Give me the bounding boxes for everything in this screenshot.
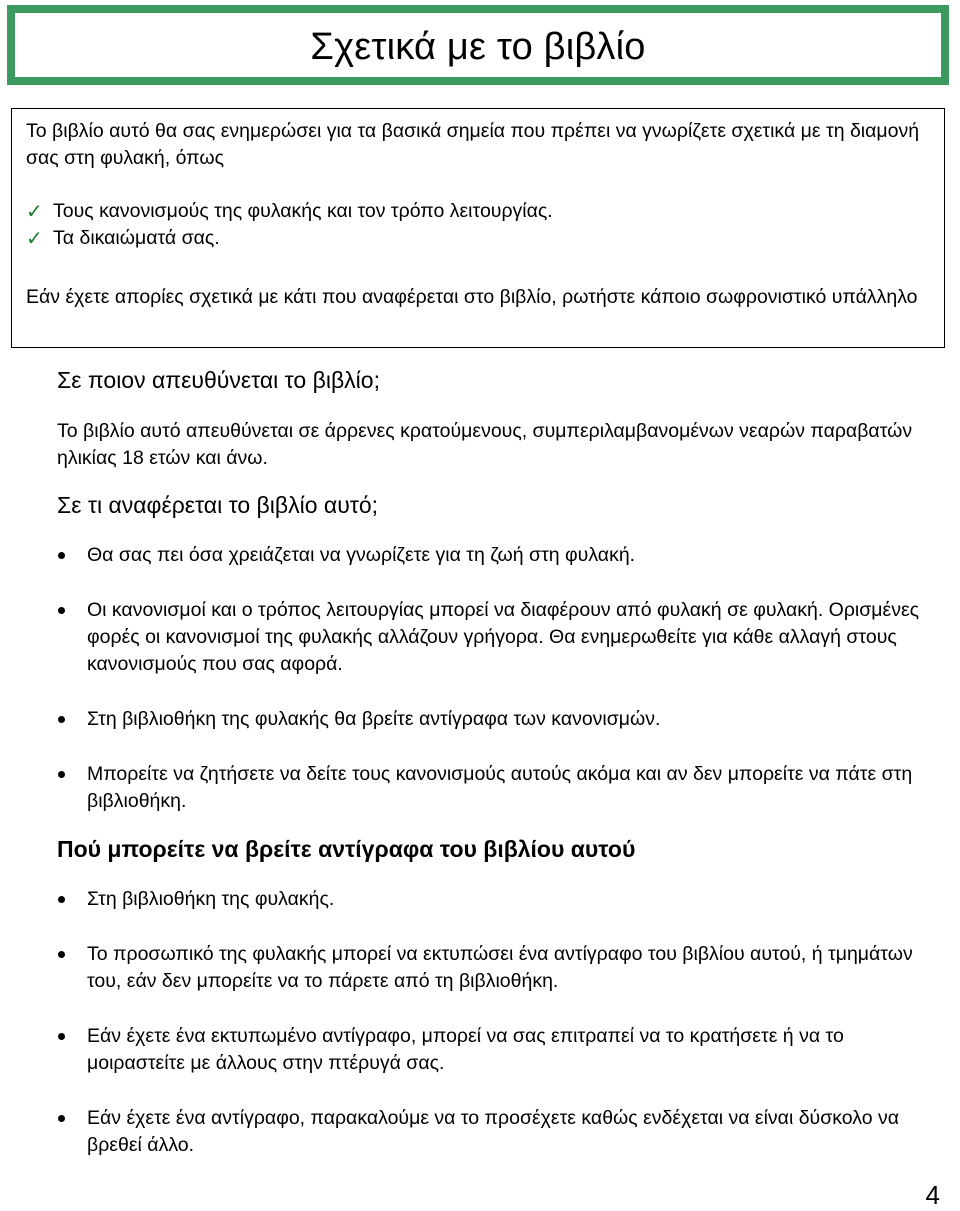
contents-bullet-text: Μπορείτε να ζητήσετε να δείτε τους κανονισμούς αυτούς ακόμα και αν δεν μπορείτε να πάτε στη βιβλιοθήκη. <box>87 763 913 812</box>
contents-bullet <box>57 761 937 815</box>
copies-heading: Πού μπορείτε να βρείτε αντίγραφα του βιβλίου αυτού <box>57 836 636 862</box>
copies-bullet-text: Το προσωπικό της φυλακής μπορεί να εκτυπώσει ένα αντίγραφο του βιβλίου αυτού, ή τμημάτων του, εάν δεν μπορείτε να το πάρετε από τη βιβλιοθήκη. <box>87 943 913 992</box>
page-number: 4 <box>925 1180 940 1210</box>
bullet-dot-icon <box>58 716 65 723</box>
check-icon: ✓ <box>26 226 43 250</box>
bullet-dot-icon <box>58 552 65 559</box>
contents-bullet-text: Θα σας πει όσα χρειάζεται να γνωρίζετε για τη ζωή στη φυλακή. <box>87 544 636 566</box>
copies-bullet-text: Εάν έχετε ένα εκτυπωμένο αντίγραφο, μπορεί να σας επιτραπεί να το κρατήσετε ή να το μοιραστείτε με άλλους στην πτέρυγά σας. <box>87 1025 844 1074</box>
check-item <box>26 198 926 225</box>
bullet-dot-icon <box>58 896 65 903</box>
check-item <box>26 225 926 252</box>
copies-bullet-text: Εάν έχετε ένα αντίγραφο, παρακαλούμε να το προσέχετε καθώς ενδέχεται να είναι δύσκολο να βρεθεί άλλο. <box>87 1107 899 1156</box>
contents-bullet-text: Στη βιβλιοθήκη της φυλακής θα βρείτε αντίγραφα των κανονισμών. <box>87 708 661 730</box>
contents-heading: Σε τι αναφέρεται το βιβλίο αυτό; <box>57 492 379 518</box>
intro-question: Εάν έχετε απορίες σχετικά με κάτι που αναφέρεται στο βιβλίο, ρωτήστε κάποιο σωφρονιστικό υπάλληλο <box>26 286 918 308</box>
contents-bullet <box>57 706 937 733</box>
check-list <box>26 198 926 252</box>
contents-bullet-text: Οι κανονισμοί και ο τρόπος λειτουργίας μπορεί να διαφέρουν από φυλακή σε φυλακή. Ορισμένες φορές οι κανονισμοί της φυλακής αλλάζουν γρήγορα. Θα ενημερωθείτε για κάθε αλλαγή στους κανονισμούς που σας αφορά. <box>87 599 920 675</box>
audience-text: Το βιβλίο αυτό απευθύνεται σε άρρενες κρατούμενους, συμπεριλαμβανομένων νεαρών παραβατών ηλικίας 18 ετών και άνω. <box>57 420 913 469</box>
intro-text: Το βιβλίο αυτό θα σας ενημερώσει για τα βασικά σημεία που πρέπει να γνωρίζετε σχετικά με τη διαμονή σας στη φυλακή, όπως <box>26 120 920 169</box>
check-item-text: Τους κανονισμούς της φυλακής και τον τρόπο λειτουργίας. <box>53 200 553 222</box>
bullet-dot-icon <box>58 951 65 958</box>
title-box <box>7 5 949 85</box>
bullet-dot-icon <box>58 1033 65 1040</box>
contents-bullet <box>57 542 937 569</box>
intro-box <box>11 108 945 348</box>
contents-bullet <box>57 597 937 678</box>
copies-bullet <box>57 1105 937 1159</box>
check-item-text: Τα δικαιώματά σας. <box>53 227 220 249</box>
copies-bullet <box>57 1023 937 1077</box>
copies-bullet <box>57 886 937 913</box>
audience-heading: Σε ποιον απευθύνεται το βιβλίο; <box>57 367 380 393</box>
bullet-dot-icon <box>58 1115 65 1122</box>
bullet-dot-icon <box>58 771 65 778</box>
copies-bullet-text: Στη βιβλιοθήκη της φυλακής. <box>87 888 335 910</box>
copies-bullet <box>57 941 937 995</box>
bullet-dot-icon <box>58 607 65 614</box>
page-title: Σχετικά με το βιβλίο <box>310 26 646 68</box>
check-icon: ✓ <box>26 199 43 223</box>
